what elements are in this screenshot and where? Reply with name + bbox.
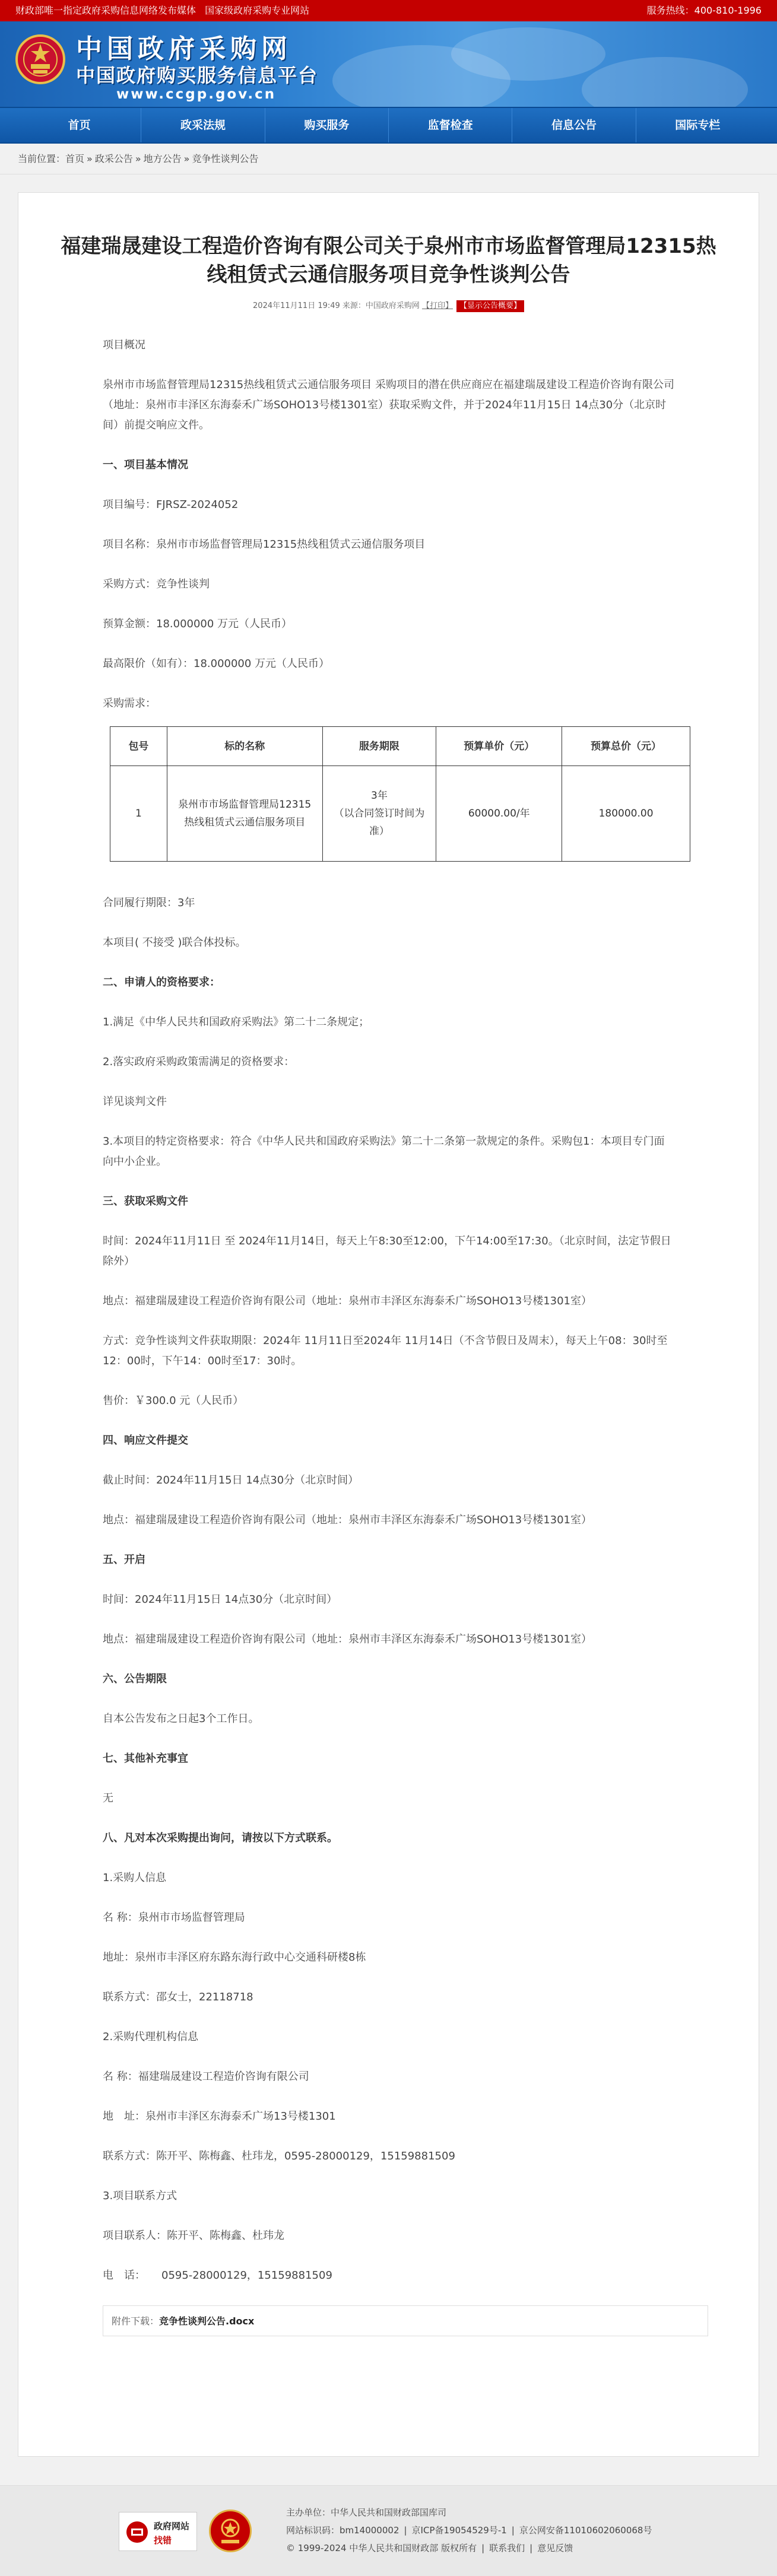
agency-name: 名 称：福建瑞晟建设工程造价咨询有限公司 [103, 2070, 309, 2083]
get-docs-method: 方式：竞争性谈判文件获取期限：2024年 11月11日至2024年 11月14日（不含节假日及周末），每天上午08：30时至12：00时，下午14：00时至17：30时。 [103, 1335, 668, 1367]
table-header: 预算总价（元） [562, 727, 690, 766]
top-bar-left [15, 0, 315, 21]
party-gov-badge-icon[interactable] [209, 2510, 252, 2552]
section-heading: 六、公告期限 [103, 1673, 167, 1685]
submit-place: 地点：福建瑞晟建设工程造价咨询有限公司（地址：泉州市丰泽区东海泰禾广场SOHO13号楼1301室） [103, 1514, 592, 1526]
table-row [110, 766, 690, 862]
procurement-method: 采购方式：竞争性谈判 [103, 578, 210, 590]
top-bar-media-text: 财政部唯一指定政府采购信息网络发布媒体 [15, 5, 196, 16]
top-bar-site-text: 国家级政府采购专业网站 [205, 5, 310, 16]
gov-site-badge-title: 政府网站 [154, 2521, 190, 2531]
site-logo-title: 中国政府采购网 [76, 34, 292, 64]
gov-site-badge-icon [125, 2520, 149, 2544]
table-cell-total-price: 180000.00 [562, 766, 690, 862]
breadcrumb [0, 144, 777, 174]
breadcrumb-separator: » [87, 153, 93, 164]
article-body [18, 313, 759, 2286]
footer-copyright-row: © 1999-2024 中华人民共和国财政部 版权所有 | 联系我们 | 意见反馈 [286, 2543, 573, 2553]
nav-international[interactable]: 国际专栏 [675, 119, 721, 132]
attachment-box [103, 2305, 708, 2336]
breadcrumb-prefix: 当前位置： [18, 153, 66, 164]
nav-purchase-services[interactable]: 购买服务 [265, 108, 389, 142]
contract-term: 合同履行期限：3年 [103, 897, 195, 909]
article-title: 福建瑞晟建设工程造价咨询有限公司关于泉州市市场监督管理局12315热线租赁式云通信服务项目竞争性谈判公告 [61, 234, 716, 287]
docs-price: 售价：￥300.0 元（人民币） [103, 1395, 244, 1407]
open-place: 地点：福建瑞晟建设工程造价咨询有限公司（地址：泉州市丰泽区东海泰禾广场SOHO13号楼1301室） [103, 1633, 592, 1646]
hotline-text: 服务热线：400-810-1996 [646, 5, 762, 16]
agency-address: 地 址：泉州市丰泽区东海泰禾广场13号楼1301 [103, 2110, 336, 2123]
table-cell-item-name: 泉州市市场监督管理局12315热线租赁式云通信服务项目 [167, 766, 322, 862]
purchaser-name: 名 称：泉州市市场监督管理局 [103, 1911, 245, 1924]
table-cell-unit-price: 60000.00/年 [436, 766, 562, 862]
breadcrumb-separator: » [135, 153, 141, 164]
national-emblem-icon [15, 34, 65, 84]
footer-copyright: © 1999-2024 中华人民共和国财政部 版权所有 [286, 2543, 477, 2553]
site-banner [0, 21, 777, 107]
submit-deadline: 截止时间：2024年11月15日 14点30分（北京时间） [103, 1474, 359, 1486]
breadcrumb-current[interactable]: 竞争性谈判公告 [192, 153, 259, 164]
max-price: 最高限价（如有）：18.000000 万元（人民币） [103, 658, 330, 670]
requirements-label: 采购需求： [103, 697, 156, 710]
section-heading: 四、响应文件提交 [103, 1434, 188, 1447]
announcement-period: 自本公告发布之日起3个工作日。 [103, 1713, 259, 1725]
table-cell-service-term [322, 766, 436, 862]
print-link[interactable]: 【打印】 [421, 301, 453, 310]
intro-text: 泉州市市场监督管理局12315热线租赁式云通信服务项目 采购项目的潜在供应商应在福建瑞晟建设工程造价咨询有限公司（地址：泉州市丰泽区东海泰禾广场SOHO13号楼1301室）获取采购文件，并于2024年11月15日 14点30分（北京时间）前提交响应文件。 [103, 379, 674, 431]
article-date-source: 2024年11月11日 19:49 来源：中国政府采购网 [253, 301, 420, 310]
footer-registration: 网站标识码：bm14000002 | 京ICP备19054529号-1 | 京公网安备11010602060068号 [286, 2525, 652, 2536]
nav-home[interactable]: 首页 [18, 108, 141, 142]
table-cell-package-no: 1 [110, 766, 167, 862]
service-term-years: 3年 [371, 790, 388, 802]
top-bar [0, 0, 777, 21]
show-summary-button[interactable]: 【显示公告概要】 [456, 300, 524, 312]
footer-police-link[interactable]: 京公网安备11010602060068号 [519, 2525, 652, 2536]
get-docs-time: 时间：2024年11月11日 至 2024年11月14日，每天上午8:30至12:00，下午14:00至17:30。（北京时间，法定节假日除外） [103, 1235, 671, 1268]
section-heading: 一、项目基本情况 [103, 459, 188, 471]
purchaser-contact: 联系方式：邵女士，22118718 [103, 1991, 253, 2003]
table-header-row [110, 727, 690, 766]
site-logo-url: www.ccgp.gov.cn [116, 87, 277, 102]
qualification-1: 1.满足《中华人民共和国政府采购法》第二十二条规定； [103, 1016, 370, 1028]
banner-cloud [451, 27, 605, 81]
purchaser-address: 地址：泉州市丰泽区府东路东海行政中心交通科研楼8栋 [103, 1951, 366, 1964]
project-contact-title: 3.项目联系方式 [103, 2190, 177, 2202]
breadcrumb-local[interactable]: 地方公告 [143, 153, 182, 164]
table-header: 预算单价（元） [436, 727, 562, 766]
qualification-3: 3.本项目的特定资格要求：符合《中华人民共和国政府采购法》第二十二条第一款规定的条件。采购包1：本项目专门面向中小企业。 [103, 1135, 665, 1168]
site-logo-subtitle: 中国政府购买服务信息平台 [76, 64, 319, 87]
section-heading: 三、获取采购文件 [103, 1195, 188, 1208]
table-header: 服务期限 [322, 727, 436, 766]
requirements-table [110, 726, 690, 862]
nav-supervision[interactable]: 监督检查 [389, 108, 512, 142]
project-number: 项目编号：FJRSZ-2024052 [103, 498, 239, 511]
open-time: 时间：2024年11月15日 14点30分（北京时间） [103, 1593, 338, 1606]
site-footer [0, 2485, 777, 2576]
gov-site-error-badge[interactable] [119, 2512, 197, 2551]
intro-label: 项目概况 [103, 339, 145, 351]
other-matters: 无 [103, 1792, 113, 1805]
nav-announcements[interactable]: 信息公告 [512, 108, 636, 142]
project-contact-phone: 电 话： 0595-28000129，15159881509 [103, 2269, 332, 2282]
agency-contact: 联系方式：陈开平、陈梅鑫、杜玮龙，0595-28000129，15159881509 [103, 2150, 455, 2162]
footer-icp-link[interactable]: 京ICP备19054529号-1 [411, 2525, 507, 2536]
agency-info-title: 2.采购代理机构信息 [103, 2031, 199, 2043]
footer-site-id: 网站标识码：bm14000002 [286, 2525, 399, 2536]
section-heading: 二、申请人的资格要求： [103, 976, 220, 989]
footer-host: 主办单位：中华人民共和国财政部国库司 [286, 2507, 447, 2518]
breadcrumb-separator: » [183, 153, 190, 164]
project-contact-person: 项目联系人：陈开平、陈梅鑫、杜玮龙 [103, 2229, 284, 2242]
banner-cloud [582, 57, 748, 107]
section-heading: 七、其他补充事宜 [103, 1752, 188, 1765]
qualification-2: 2.落实政府采购政策需满足的资格要求： [103, 1056, 295, 1068]
breadcrumb-home[interactable]: 首页 [65, 153, 85, 164]
attachment-download-link[interactable]: 竞争性谈判公告.docx [159, 2315, 255, 2327]
purchaser-info-title: 1.采购人信息 [103, 1872, 167, 1884]
gov-site-badge-subtitle: 找错 [154, 2535, 172, 2546]
announcement-article [18, 192, 759, 2457]
footer-feedback-link[interactable]: 意见反馈 [537, 2543, 573, 2553]
main-nav [0, 107, 777, 144]
budget-amount: 预算金额：18.000000 万元（人民币） [103, 618, 293, 630]
nav-regulations[interactable]: 政采法规 [141, 108, 265, 142]
footer-contact-link[interactable]: 联系我们 [489, 2543, 525, 2553]
project-name: 项目名称：泉州市市场监督管理局12315热线租赁式云通信服务项目 [103, 538, 426, 551]
section-heading: 八、凡对本次采购提出询问，请按以下方式联系。 [103, 1832, 338, 1844]
attachment-label: 附件下载： [112, 2315, 160, 2327]
footer-info [286, 2504, 652, 2557]
service-term-note: （以合同签订时间为准） [334, 808, 425, 837]
breadcrumb-announcements[interactable]: 政采公告 [94, 153, 133, 164]
table-header: 包号 [110, 727, 167, 766]
consortium-note: 本项目( 不接受 )联合体投标。 [103, 936, 246, 949]
section-heading: 五、开启 [103, 1554, 145, 1566]
table-header: 标的名称 [167, 727, 322, 766]
party-gov-emblem-icon [211, 2511, 250, 2550]
article-meta [18, 300, 759, 313]
get-docs-place: 地点：福建瑞晟建设工程造价咨询有限公司（地址：泉州市丰泽区东海泰禾广场SOHO13号楼1301室） [103, 1295, 592, 1307]
qualification-2-detail: 详见谈判文件 [103, 1095, 167, 1108]
